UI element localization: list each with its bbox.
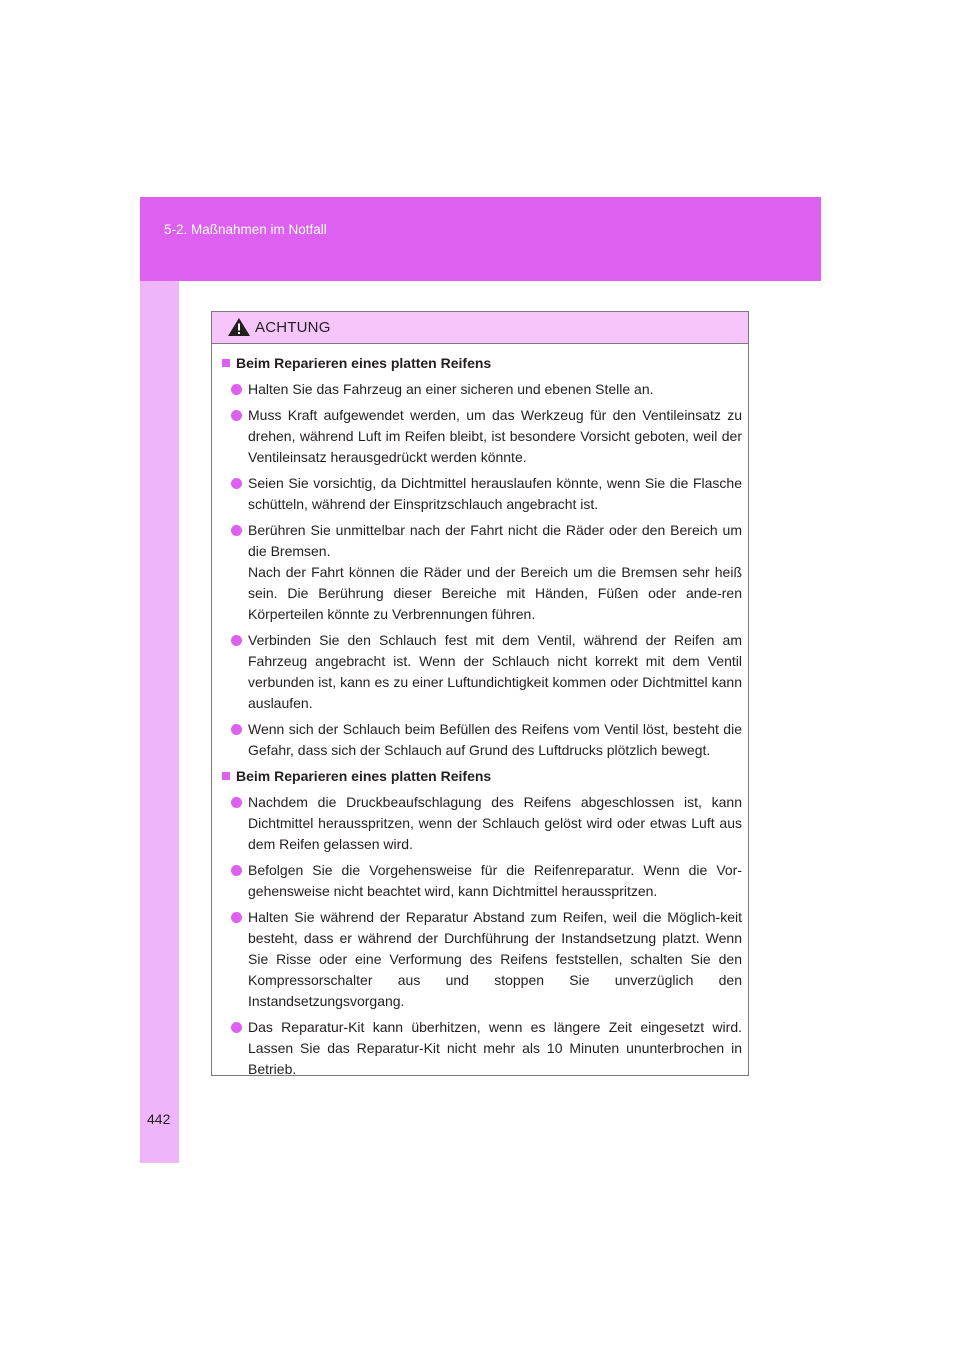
- list-item-text: [248, 520, 742, 625]
- circle-bullet-icon: [231, 478, 242, 489]
- circle-bullet-icon: [231, 410, 242, 421]
- section-heading-text: Beim Reparieren eines platten Reifens: [236, 355, 492, 371]
- list-item-text: [248, 860, 742, 902]
- circle-bullet-icon: [231, 1022, 242, 1033]
- circle-bullet-icon: [231, 865, 242, 876]
- section-heading-text: Beim Reparieren eines platten Reifens: [236, 768, 492, 784]
- list-item: [231, 860, 742, 902]
- list-item: [231, 379, 742, 400]
- warning-title: ACHTUNG: [255, 319, 331, 336]
- list-item: [231, 520, 742, 625]
- paragraph: Berühren Sie unmittelbar nach der Fahrt nicht die Räder oder den Bereich um die Bremsen.: [248, 522, 742, 559]
- section-heading: [221, 353, 742, 374]
- circle-bullet-icon: [231, 797, 242, 808]
- list-item: [231, 1017, 742, 1080]
- list-item: [231, 907, 742, 1012]
- list-item-text: [248, 379, 742, 400]
- circle-bullet-icon: [231, 384, 242, 395]
- section-label: 5-2. Maßnahmen im Notfall: [164, 222, 327, 237]
- circle-bullet-icon: [231, 525, 242, 536]
- paragraph: Muss Kraft aufgewendet werden, um das Werkzeug für den Ventileinsatz zu drehen, während Luft im Reifen bleibt, ist besondere Vorsicht geboten, weil der Ventileinsatz herausgedrückt werden könnte.: [248, 407, 742, 465]
- list-item-text: [248, 719, 742, 761]
- list-item-text: [248, 792, 742, 855]
- paragraph: Wenn sich der Schlauch beim Befüllen des Reifens vom Ventil löst, besteht die Gefahr, dass sich der Schlauch auf Grund des Luftdrucks plötzlich bewegt.: [248, 721, 742, 758]
- square-bullet-icon: [222, 772, 230, 780]
- list-item: [231, 792, 742, 855]
- paragraph: Befolgen Sie die Vorgehensweise für die Reifenreparatur. Wenn die Vor-gehensweise nicht beachtet wird, kann Dichtmittel herausspritzen.: [248, 862, 742, 899]
- list-item: [231, 473, 742, 515]
- warning-body: [212, 344, 748, 1080]
- circle-bullet-icon: [231, 912, 242, 923]
- list-item-text: [248, 473, 742, 515]
- paragraph: Nachdem die Druckbeaufschlagung des Reifens abgeschlossen ist, kann Dichtmittel herausspritzen, wenn der Schlauch gelöst wird oder etwas Luft aus dem Reifen gelassen wird.: [248, 794, 742, 852]
- square-bullet-icon: [222, 359, 230, 367]
- page-number: 442: [147, 1111, 171, 1127]
- warning-triangle-icon: [227, 317, 251, 337]
- list-item-text: [248, 907, 742, 1012]
- section-heading: [221, 766, 742, 787]
- paragraph: Halten Sie das Fahrzeug an einer sicheren und ebenen Stelle an.: [248, 381, 654, 397]
- paragraph: Verbinden Sie den Schlauch fest mit dem Ventil, während der Reifen am Fahrzeug angebracht ist. Wenn der Schlauch nicht korrekt mit dem Ventil verbunden ist, kann es zu einer Luftundichtigkeit kommen oder Dichtmittel kann auslaufen.: [248, 632, 742, 711]
- side-strip: [140, 281, 179, 1163]
- list-item: [231, 405, 742, 468]
- paragraph: Das Reparatur-Kit kann überhitzen, wenn es längere Zeit eingesetzt wird. Lassen Sie das Reparatur-Kit nicht mehr als 10 Minuten ununterbrochen in Betrieb.: [248, 1019, 742, 1077]
- list-item-text: [248, 405, 742, 468]
- section-header-band: [140, 197, 821, 281]
- list-item: [231, 719, 742, 761]
- circle-bullet-icon: [231, 635, 242, 646]
- warning-box: [211, 311, 749, 1076]
- paragraph: Halten Sie während der Reparatur Abstand zum Reifen, weil die Möglich-keit besteht, dass er während der Durchführung der Instandsetzung platzt. Wenn Sie Risse oder eine Verformung des Reifens feststellen, schalten Sie den Kompressorschalter aus und stoppen Sie unverzüglich den Instandsetzungsvorgang.: [248, 909, 742, 1009]
- paragraph: Nach der Fahrt können die Räder und der Bereich um die Bremsen sehr heiß sein. Die Berührung dieser Bereiche mit Händen, Füßen oder ande-ren Körperteilen könnte zu Verbrennungen führen.: [248, 564, 742, 622]
- list-item-text: [248, 1017, 742, 1080]
- circle-bullet-icon: [231, 724, 242, 735]
- list-item: [231, 630, 742, 714]
- paragraph: Seien Sie vorsichtig, da Dichtmittel herauslaufen könnte, wenn Sie die Flasche schütteln, während der Einspritzschlauch angebracht ist.: [248, 475, 742, 512]
- list-item-text: [248, 630, 742, 714]
- warning-header: [212, 312, 748, 344]
